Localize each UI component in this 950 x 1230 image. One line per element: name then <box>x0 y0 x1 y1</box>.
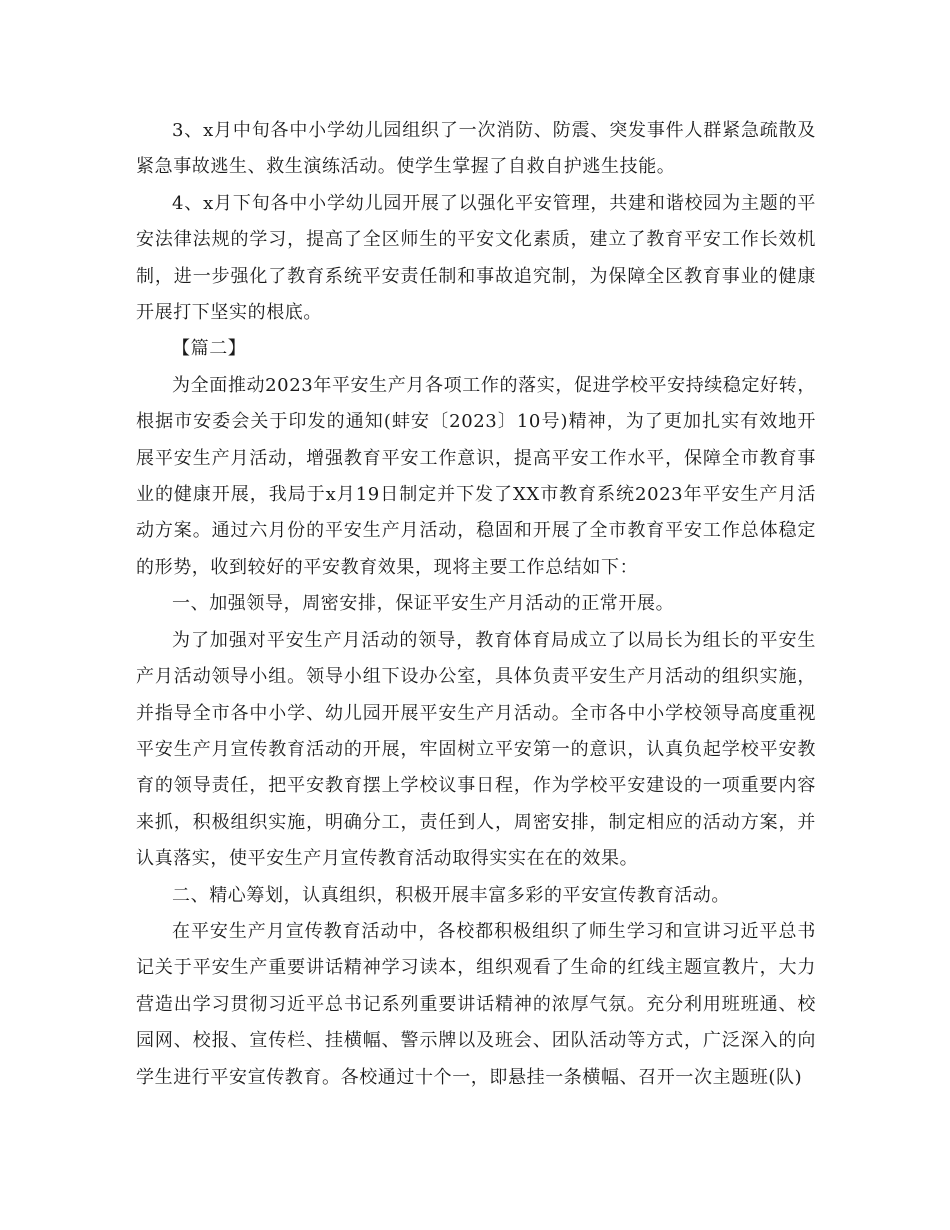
heading-one-leadership: 一、加强领导，周密安排，保证平安生产月活动的正常开展。 <box>172 593 675 615</box>
heading-two-planning: 二、精心筹划，认真组织，积极开展丰富多彩的平安宣传教育活动。 <box>172 884 730 906</box>
document-body <box>136 113 816 1096</box>
section-heading-part-two: 【篇二】 <box>172 338 247 360</box>
activities-paragraph: 在平安生产月宣传教育活动中，各校都积极组织了师生学习和宣讲习近平总书记关于平安生产重要讲话精神学习读本，组织观看了生命的红线主题宣教片，大力营造出学习贯彻习近平总书记系列重要讲话精神的浓厚气氛。充分利用班班通、校园网、校报、宣传栏、挂横幅、警示牌以及班会、团队活动等方式，广泛深入的向学生进行平安宣传教育。各校通过十个一，即悬挂一条横幅、召开一次主题班(队) <box>136 920 816 1088</box>
intro-paragraph: 为全面推动2023年平安生产月各项工作的落实，促进学校平安持续稳定好转，根据市安委会关于印发的通知(蚌安〔2023〕10号)精神，为了更加扎实有效地开展平安生产月活动，增强教育平安工作意识，提高平安工作水平，保障全市教育事业的健康开展，我局于x月19日制定并下发了XX市教育系统2023年平安生产月活动方案。通过六月份的平安生产月活动，稳固和开展了全市教育平安工作总体稳定的形势，收到较好的平安教育效果，现将主要工作总结如下： <box>136 374 816 578</box>
paragraph-item-3: 3、x月中旬各中小学幼儿园组织了一次消防、防震、突发事件人群紧急疏散及紧急事故逃生、救生演练活动。使学生掌握了自救自护逃生技能。 <box>136 120 816 178</box>
leadership-paragraph: 为了加强对平安生产月活动的领导，教育体育局成立了以局长为组长的平安生产月活动领导小组。领导小组下设办公室，具体负责平安生产月活动的组织实施，并指导全市各中小学、幼儿园开展平安生产月活动。全市各中小学校领导高度重视平安生产月宣传教育活动的开展，牢固树立平安第一的意识，认真负起学校平安教育的领导责任，把平安教育摆上学校议事日程，作为学校平安建设的一项重要内容来抓，积极组织实施，明确分工，责任到人，周密安排，制定相应的活动方案，并认真落实，使平安生产月宣传教育活动取得实实在在的效果。 <box>136 629 816 870</box>
paragraph-item-4: 4、x月下旬各中小学幼儿园开展了以强化平安管理，共建和谐校园为主题的平安法律法规的学习，提高了全区师生的平安文化素质，建立了教育平安工作长效机制，进一步强化了教育系统平安责任制和事故追究制，为保障全区教育事业的健康开展打下坚实的根底。 <box>136 192 816 324</box>
